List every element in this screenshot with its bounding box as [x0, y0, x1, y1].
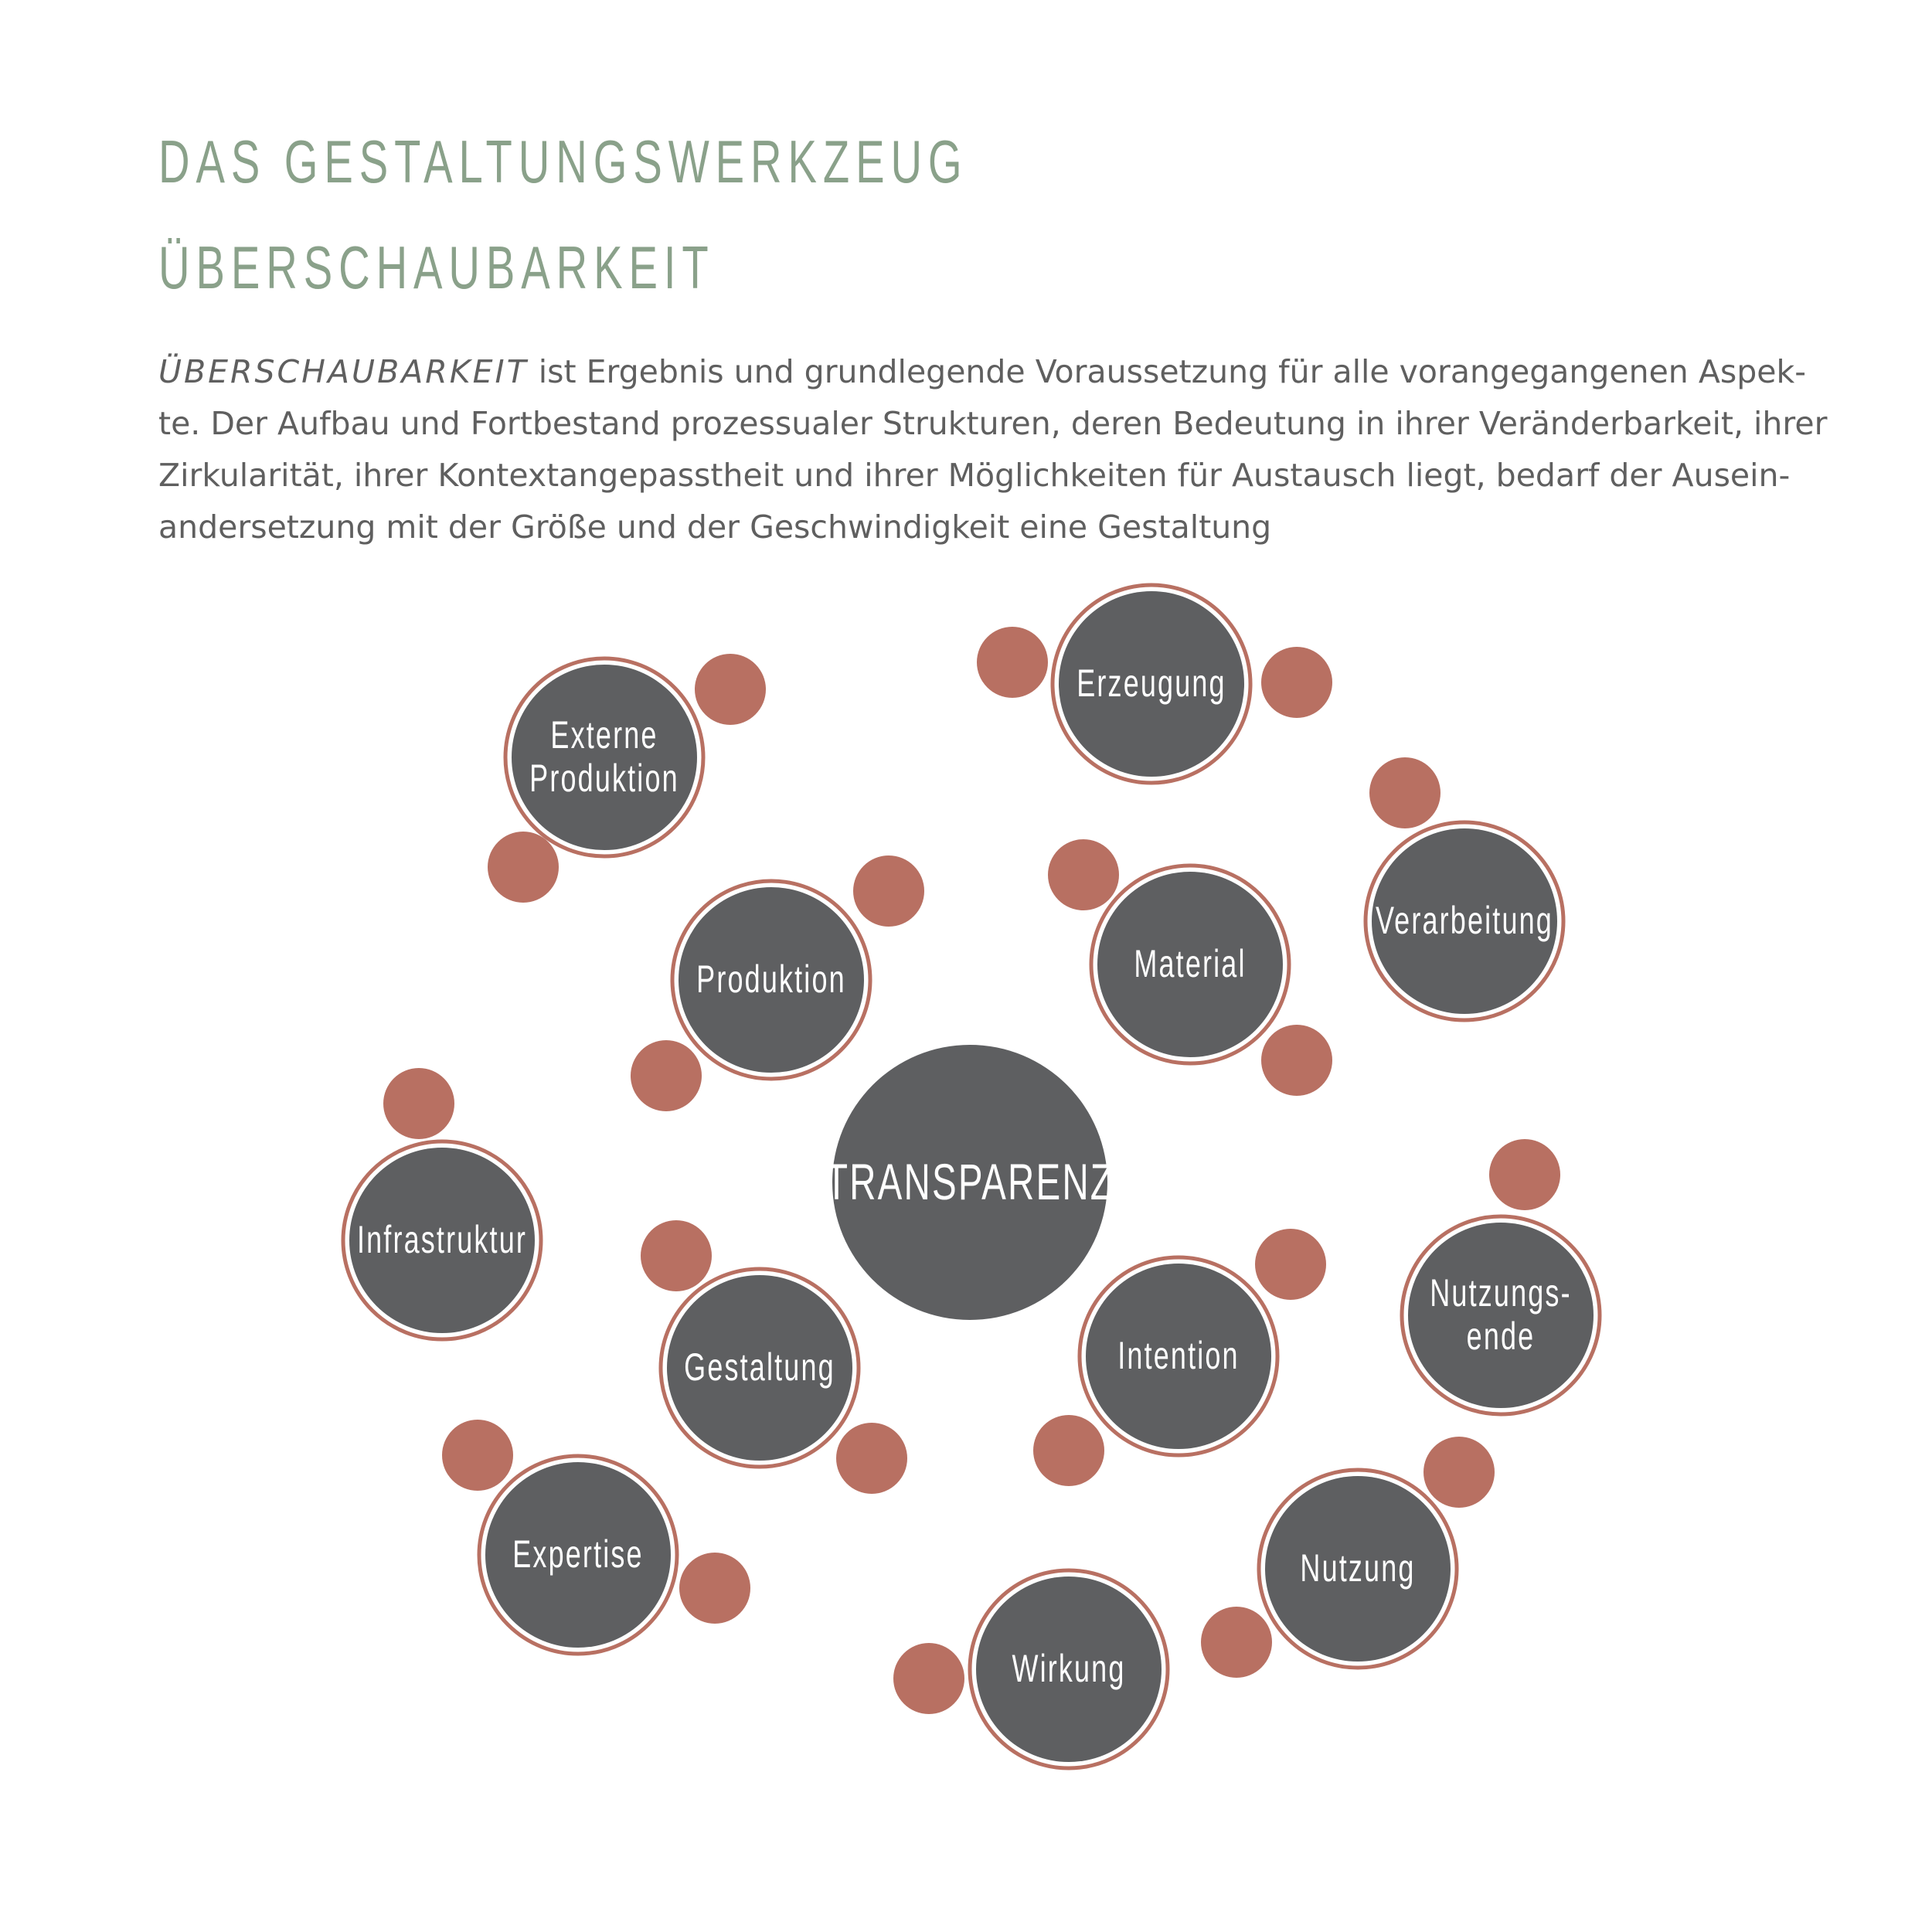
node-label: Gestaltung: [684, 1346, 835, 1389]
node-label: Verarbeitung: [1376, 900, 1553, 943]
satellite-dot: [695, 654, 766, 725]
node-produktion: [631, 855, 924, 1111]
satellite-dot: [1255, 1229, 1326, 1300]
center-node-transparenz: [825, 1045, 1114, 1320]
satellite-dot: [641, 1220, 712, 1291]
satellite-dot: [631, 1040, 702, 1111]
node-verarbeitung: [1366, 757, 1563, 1020]
satellite-dot: [1489, 1139, 1560, 1210]
node-expertise: [442, 1420, 750, 1654]
satellite-dot: [1369, 757, 1440, 828]
satellite-dot: [488, 832, 559, 903]
title-line-2: ÜBERSCHAUBARKEIT: [158, 233, 715, 301]
intro-line-3: Zirkularität, ihrer Kontextangepasstheit und ihrer Möglichkeiten für Austausch liegt, bedarf der Ausein-: [158, 457, 1791, 494]
satellite-dot: [442, 1420, 513, 1491]
node-erzeugung: [977, 585, 1332, 783]
node-label: ende: [1466, 1315, 1536, 1359]
node-label: Nutzung: [1300, 1547, 1416, 1590]
satellite-dot: [383, 1068, 454, 1139]
intro-line-4: andersetzung mit der Größe und der Geschwindigkeit eine Gestaltung: [158, 509, 1272, 546]
satellite-dot: [836, 1423, 907, 1494]
node-label: Wirkung: [1012, 1648, 1126, 1691]
node-label: Produktion: [529, 757, 679, 801]
satellite-dot: [853, 855, 924, 927]
intro-line-2: te. Der Aufbau und Fortbestand prozessualer Strukturen, deren Bedeutung in ihrer Veränderbarkeit, ihrer: [158, 405, 1828, 442]
node-label: Produktion: [696, 958, 846, 1002]
node-label: Intention: [1117, 1335, 1240, 1378]
node-infrastruktur: [343, 1068, 541, 1339]
intro-lead-term: ÜBERSCHAUBARKEIT: [158, 353, 529, 390]
satellite-dot: [1201, 1607, 1272, 1678]
satellite-dot: [1261, 1025, 1332, 1096]
center-label: TRANSPARENZ: [825, 1154, 1114, 1211]
node-label: Externe: [550, 714, 658, 757]
node-nutzungsende: [1402, 1139, 1600, 1414]
satellite-dot: [1423, 1437, 1495, 1508]
satellite-dot: [679, 1553, 750, 1624]
satellite-dot: [1033, 1415, 1104, 1486]
satellite-dot: [977, 627, 1048, 698]
node-label: Infrastruktur: [356, 1219, 528, 1262]
satellite-dot: [1261, 647, 1332, 718]
node-label: Expertise: [512, 1533, 644, 1577]
title-line-1: DAS GESTALTUNGSWERKZEUG: [158, 128, 968, 196]
node-nutzung: [1201, 1437, 1495, 1678]
node-label: Nutzungs-: [1430, 1272, 1572, 1315]
satellite-dot: [893, 1643, 964, 1714]
node-label: Material: [1134, 943, 1247, 986]
intro-line-1-rest: ist Ergebnis und grundlegende Voraussetzung für alle vorangegangenen Aspek-: [528, 353, 1807, 390]
node-wirkung: [893, 1570, 1168, 1768]
node-label: Erzeugung: [1077, 662, 1226, 706]
satellite-dot: [1048, 839, 1119, 910]
node-material: [1048, 839, 1332, 1096]
node-externe-produktion: [488, 654, 766, 903]
